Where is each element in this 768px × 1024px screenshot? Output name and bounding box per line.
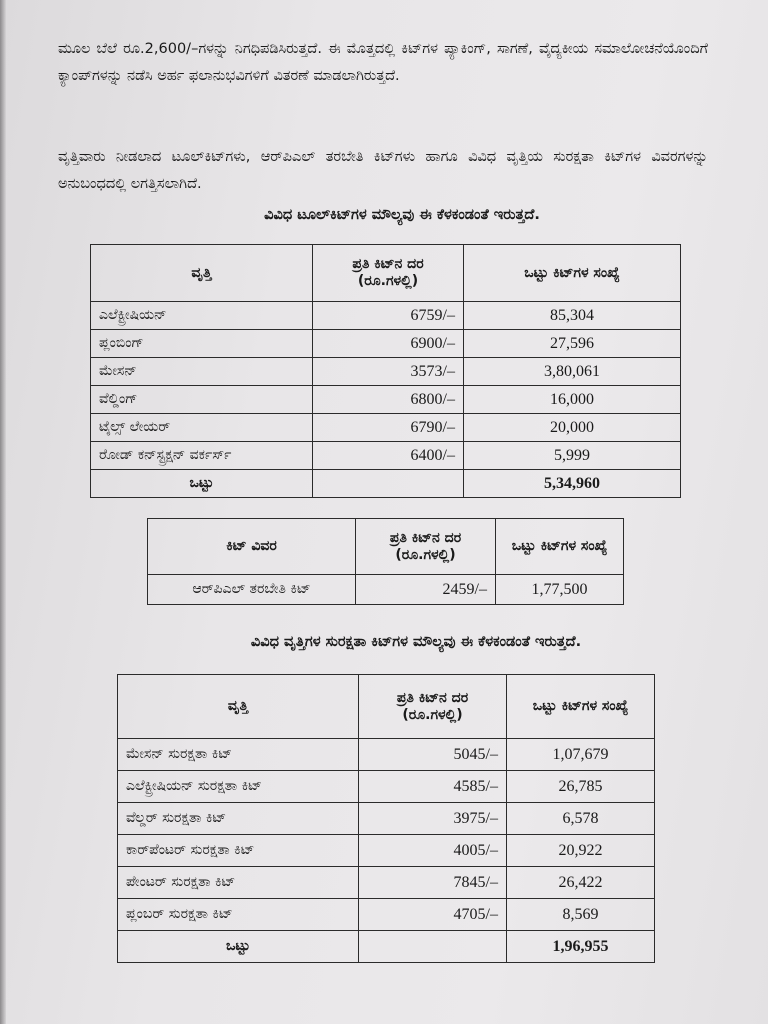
table-row (91, 386, 681, 414)
rate-cell: 6790/– (313, 414, 464, 442)
rate-cell: 4705/– (359, 899, 507, 931)
count-cell: 85,304 (464, 302, 681, 330)
count-cell: 27,596 (464, 330, 681, 358)
table-row (91, 330, 681, 358)
table-row (148, 575, 624, 605)
count-cell: 1,07,679 (507, 739, 655, 771)
trade-cell: ರೋಡ್ ಕನ್‌ಸ್ಟ್ರಕ್ಷನ್ ವರ್ಕರ್ಸ್ (91, 442, 313, 470)
trade-cell: ಮೇಸನ್ ಸುರಕ್ಷತಾ ಕಿಟ್ (118, 739, 359, 771)
table-total-row (91, 470, 681, 498)
table-row (118, 835, 655, 867)
rate-cell: 6800/– (313, 386, 464, 414)
table-row (118, 867, 655, 899)
trade-cell: ವೆಲ್ಡಿಂಗ್ (91, 386, 313, 414)
header-detail: ಕಿಟ್ ವಿವರ (148, 519, 356, 575)
header-count: ಒಟ್ಟು ಕಿಟ್‌ಗಳ ಸಂಖ್ಯೆ (464, 245, 681, 302)
count-cell: 20,000 (464, 414, 681, 442)
header-count: ಒಟ್ಟು ಕಿಟ್‌ಗಳ ಸಂಖ್ಯೆ (507, 675, 655, 739)
rate-cell: 3975/– (359, 803, 507, 835)
page-edge-shadow (0, 0, 6, 1024)
table-header-row (118, 675, 655, 739)
rate-cell: 2459/– (356, 575, 496, 605)
count-cell: 5,999 (464, 442, 681, 470)
trade-cell: ಎಲೆಕ್ಟ್ರೀಷಿಯನ್ (91, 302, 313, 330)
safety-table (117, 674, 655, 963)
count-cell: 16,000 (464, 386, 681, 414)
table-row (118, 899, 655, 931)
rate-cell: 6900/– (313, 330, 464, 358)
table-row (91, 414, 681, 442)
toolkit-caption: ವಿವಿಧ ಟೂಲ್‌ಕಿಟ್‌ಗಳ ಮೌಲ್ಯವು ಈ ಕೆಳಕಂಡಂತೆ ಇರುತ್ತದೆ. (264, 207, 540, 223)
rate-cell: 6759/– (313, 302, 464, 330)
total-label: ಒಟ್ಟು (118, 931, 359, 963)
rate-cell: 5045/– (359, 739, 507, 771)
table-row (91, 442, 681, 470)
count-cell: 8,569 (507, 899, 655, 931)
header-trade: ವೃತ್ತಿ (91, 245, 313, 302)
table-row (118, 771, 655, 803)
header-rate: ಪ್ರತಿ ಕಿಟ್‌ನ ದರ (ರೂ.ಗಳಲ್ಲಿ) (356, 519, 496, 575)
total-count: 1,96,955 (507, 931, 655, 963)
count-cell: 6,578 (507, 803, 655, 835)
table-header-row (91, 245, 681, 302)
trade-cell: ಪ್ಲಂಬಿಂಗ್ (91, 330, 313, 358)
rpl-table (147, 518, 624, 605)
empty-cell (313, 470, 464, 498)
total-count: 5,34,960 (464, 470, 681, 498)
header-rate: ಪ್ರತಿ ಕಿಟ್‌ನ ದರ (ರೂ.ಗಳಲ್ಲಿ) (359, 675, 507, 739)
header-rate: ಪ್ರತಿ ಕಿಟ್‌ನ ದರ (ರೂ.ಗಳಲ್ಲಿ) (313, 245, 464, 302)
header-trade: ವೃತ್ತಿ (118, 675, 359, 739)
trade-cell: ವೆಲ್ಡರ್ ಸುರಕ್ಷತಾ ಕಿಟ್ (118, 803, 359, 835)
table-total-row (118, 931, 655, 963)
count-cell: 20,922 (507, 835, 655, 867)
empty-cell (359, 931, 507, 963)
trade-cell: ಮೇಸನ್ (91, 358, 313, 386)
rate-cell: 3573/– (313, 358, 464, 386)
table-row (118, 803, 655, 835)
table-row (91, 302, 681, 330)
count-cell: 26,422 (507, 867, 655, 899)
detail-cell: ಆರ್‌ಪಿಎಲ್ ತರಬೇತಿ ಕಿಟ್ (148, 575, 356, 605)
count-cell: 3,80,061 (464, 358, 681, 386)
rate-cell: 6400/– (313, 442, 464, 470)
count-cell: 26,785 (507, 771, 655, 803)
table-row (91, 358, 681, 386)
count-cell: 1,77,500 (496, 575, 624, 605)
rate-cell: 4585/– (359, 771, 507, 803)
trade-cell: ಟೈಲ್ಸ್ ಲೇಯರ್ (91, 414, 313, 442)
table-header-row (148, 519, 624, 575)
table-row (118, 739, 655, 771)
trade-cell: ಪೇಂಟರ್ ಸುರಕ್ಷತಾ ಕಿಟ್ (118, 867, 359, 899)
total-label: ಒಟ್ಟು (91, 470, 313, 498)
rate-cell: 4005/– (359, 835, 507, 867)
safety-caption: ವಿವಿಧ ವೃತ್ತಿಗಳ ಸುರಕ್ಷತಾ ಕಿಟ್‌ಗಳ ಮೌಲ್ಯವು ಈ ಕೆಳಕಂಡಂತೆ ಇರುತ್ತದೆ. (250, 634, 582, 650)
rate-cell: 7845/– (359, 867, 507, 899)
annex-paragraph: ವೃತ್ತಿವಾರು ನೀಡಲಾದ ಟೂಲ್‌ಕಿಟ್‌ಗಳು, ಆರ್‌ಪಿಎಲ್ ತರಬೇತಿ ಕಿಟ್‌ಗಳು ಹಾಗೂ ವಿವಿಧ ವೃತ್ತಿಯ ಸುರಕ್ಷತಾ ಕಿಟ್‌ಗಳ ವಿವರಗಳನ್ನು ಅನುಬಂಧದಲ್ಲಿ ಲಗತ್ತಿಸಲಾಗಿದೆ. (58, 149, 708, 192)
trade-cell: ಪ್ಲಂಬರ್ ಸುರಕ್ಷತಾ ಕಿಟ್ (118, 899, 359, 931)
toolkit-table (90, 244, 681, 498)
header-count: ಒಟ್ಟು ಕಿಟ್‌ಗಳ ಸಂಖ್ಯೆ (496, 519, 624, 575)
trade-cell: ಎಲೆಕ್ಟ್ರೀಷಿಯನ್ ಸುರಕ್ಷತಾ ಕಿಟ್ (118, 771, 359, 803)
trade-cell: ಕಾರ್‌ಪೆಂಟರ್ ಸುರಕ್ಷತಾ ಕಿಟ್ (118, 835, 359, 867)
intro-paragraph: ಮೂಲ ಬೆಲೆ ರೂ.2,600/–ಗಳನ್ನು ನಿಗಧಿಪಡಿಸಿರುತ್ತದೆ. ಈ ಮೊತ್ತದಲ್ಲಿ ಕಿಟ್‌ಗಳ ಪ್ಯಾಕಿಂಗ್, ಸಾಗಣೆ, ವೈದ್ಯಕೀಯ ಸಮಾಲೋಚನೆಯೊಂದಿಗೆ ಕ್ಯಾಂಪ್‌ಗಳನ್ನು ನಡೆಸಿ ಅರ್ಹ ಫಲಾನುಭವಿಗಳಿಗೆ ವಿತರಣೆ ಮಾಡಲಾಗಿರುತ್ತದೆ. (58, 41, 708, 84)
